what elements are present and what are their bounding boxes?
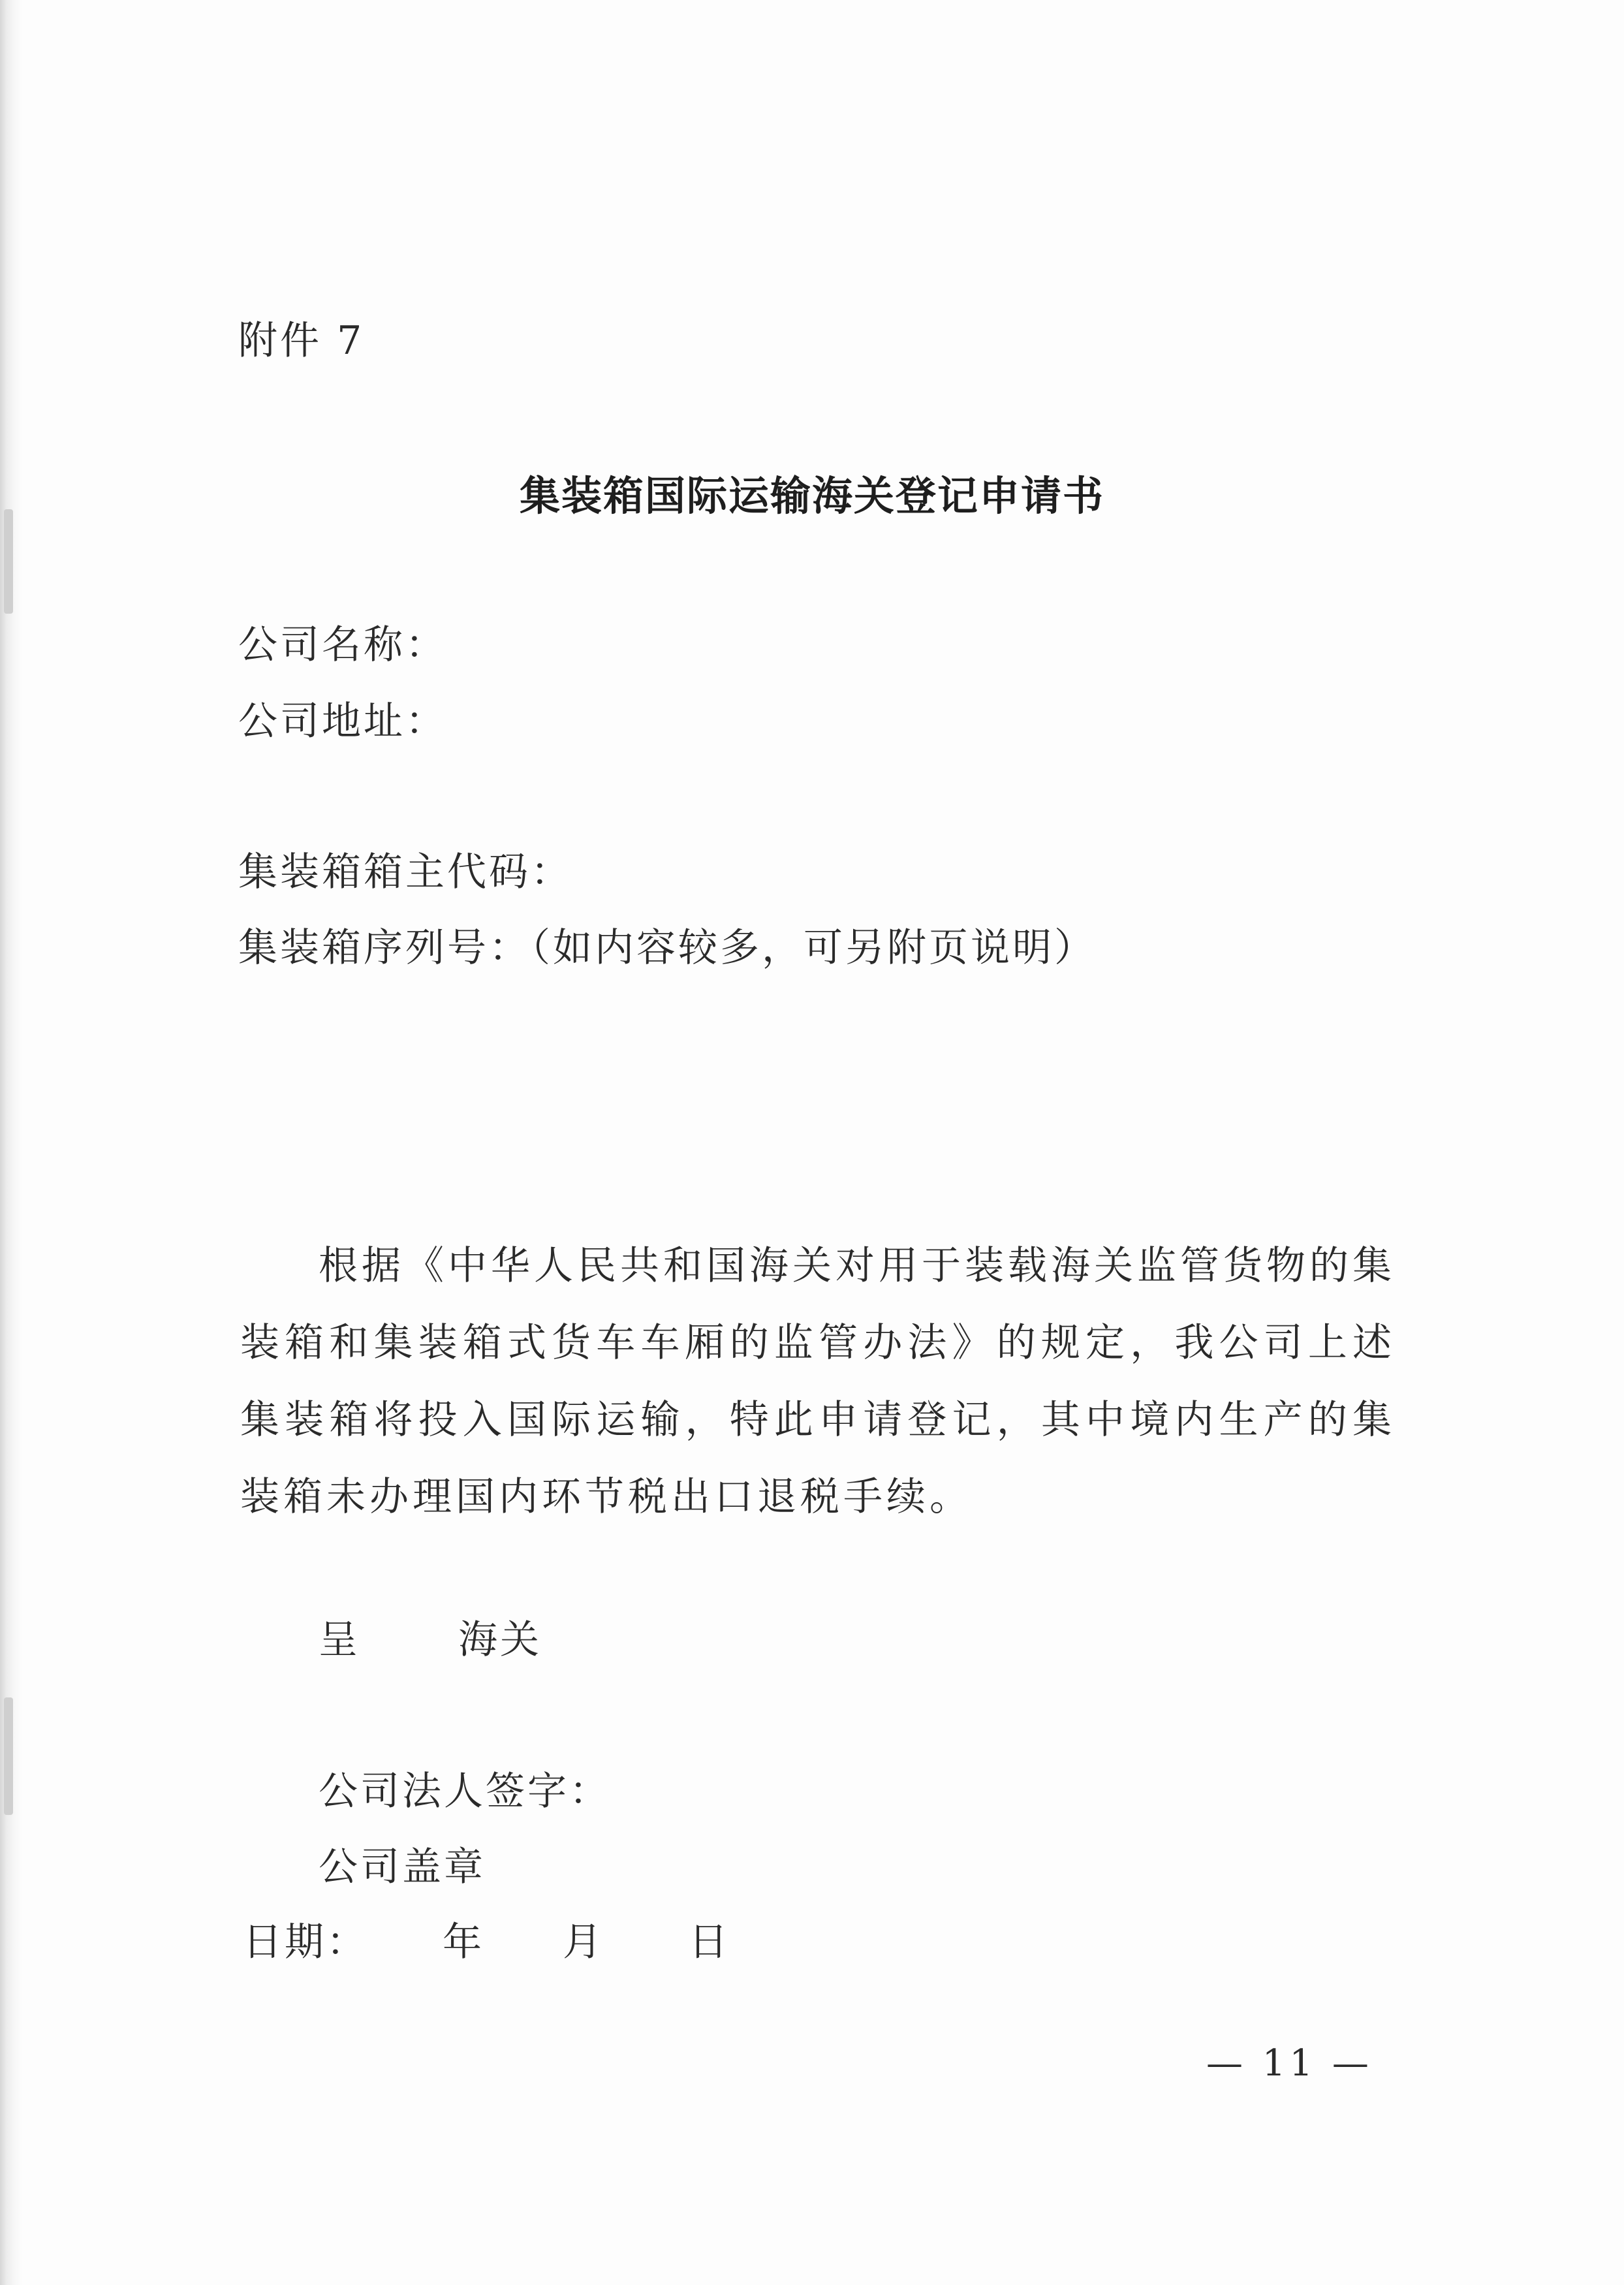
attachment-label: 附件 7 — [238, 318, 365, 364]
application-body-paragraph: 根据《中华人民共和国海关对用于装载海关监管货物的集装箱和集装箱式货车车厢的监管办法》的规定，我公司上述集装箱将投入国际运输，特此申请登记，其中境内生产的集装箱未办理国内环节税出口退税手续。 — [240, 1243, 1396, 1520]
date-month: 月 — [563, 1919, 604, 1965]
date-year: 年 — [443, 1919, 484, 1965]
company-seal-field: 公司盖章 — [319, 1844, 486, 1890]
binding-staple-mark — [4, 1697, 13, 1815]
owner-code-field: 集装箱箱主代码： — [238, 849, 572, 895]
legal-person-signature-field: 公司法人签字： — [319, 1769, 611, 1814]
addressee-customs: 海关 — [458, 1617, 542, 1663]
date-label: 日期： — [243, 1919, 368, 1965]
document-title: 集装箱国际运输海关登记申请书 — [519, 472, 1104, 520]
page-number: — 11 — — [1206, 2042, 1373, 2085]
scan-binding-edge — [0, 0, 22, 2285]
company-name-field: 公司名称： — [238, 622, 447, 668]
binding-staple-mark — [4, 509, 13, 614]
date-day: 日 — [689, 1919, 730, 1965]
company-address-field: 公司地址： — [238, 699, 447, 744]
serial-number-field: 集装箱序列号：（如内容较多，可另附页说明） — [238, 925, 1096, 971]
addressee-prefix: 呈 — [319, 1617, 360, 1663]
